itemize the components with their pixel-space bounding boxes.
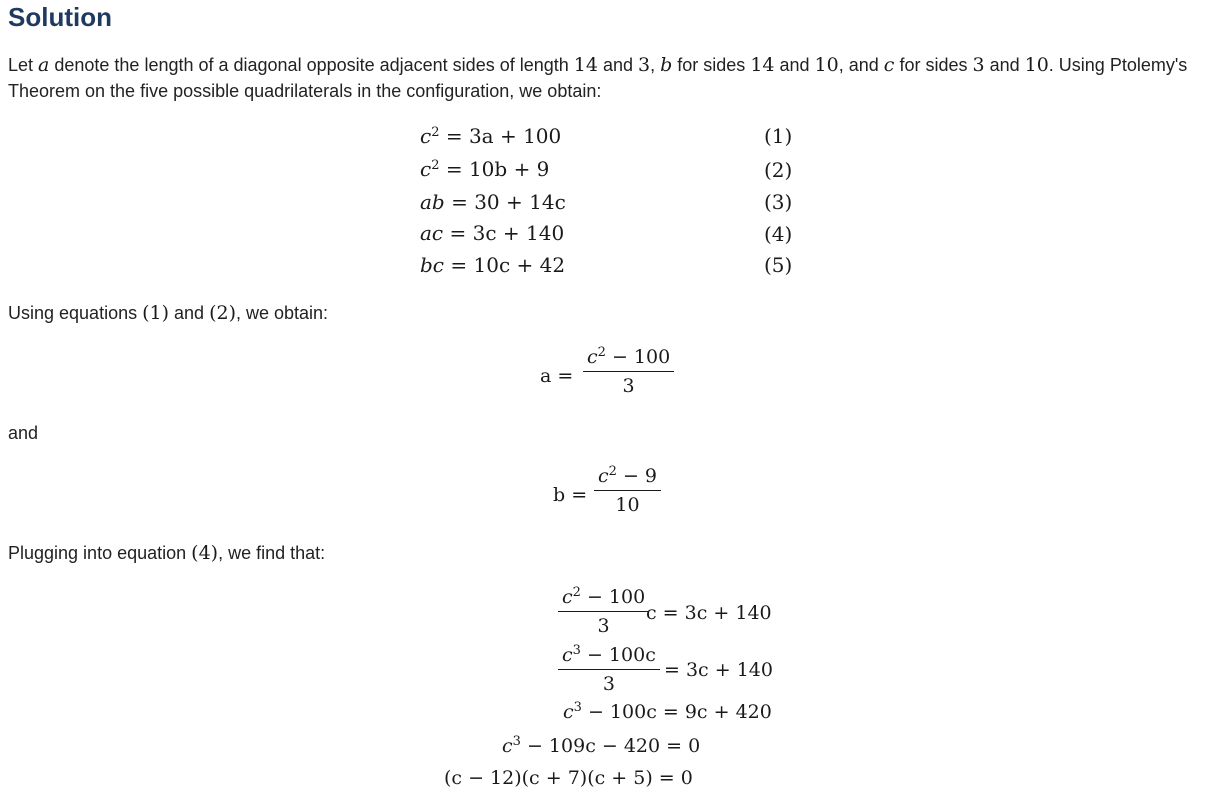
system-row-1: $c^2 = 3a + 100$ <box>420 124 562 148</box>
intro-line-1 <box>8 52 1187 78</box>
equation-tag: (4) <box>764 222 793 246</box>
intro-text: denote the length of a diagonal opposite adjacent sides of length <box>49 55 574 75</box>
var-a: a <box>38 54 50 76</box>
number: 10 <box>1024 54 1049 76</box>
number: 3 <box>972 54 985 76</box>
derivation-3: $c^3 - 100c = 9c + 420$ <box>563 699 772 723</box>
derivation-4: $c^3 - 109c - 420 = 0$ <box>502 733 701 757</box>
equation-tag: (1) <box>764 124 793 148</box>
intro-line-2: Theorem on the five possible quadrilaterals in the configuration, we obtain: <box>8 81 602 101</box>
derivation-5: (c − 12)(c + 7)(c + 5) = 0 <box>444 767 693 789</box>
plugging-line: Plugging into equation (4), we find that: <box>8 542 326 564</box>
intro-text: , <box>650 55 661 75</box>
and-word: and <box>8 423 39 443</box>
derivation-1-rhs: c = 3c + 140 <box>646 602 772 624</box>
eq-b-fraction: $\frac{c^2 - 9}{10}$ <box>594 465 661 516</box>
intro-text: , and <box>838 55 884 75</box>
intro-text: for sides <box>672 55 751 75</box>
number: 14 <box>573 54 598 76</box>
eq-b-lhs: b = <box>553 484 588 506</box>
system-row-2: $c^2 = 10b + 9$ <box>420 157 550 181</box>
equation-tag: (2) <box>764 158 793 182</box>
using-line: Using equations (1) and (2), we obtain: <box>8 302 329 324</box>
intro-text: and <box>984 55 1025 75</box>
system-row-4: ac = 3c + 140 <box>420 221 565 245</box>
intro-text: Let <box>8 55 39 75</box>
system-row-5: bc = 10c + 42 <box>420 253 566 277</box>
var-c: c <box>883 54 895 76</box>
system-row-3: ab = 30 + 14c <box>420 190 566 214</box>
number: 14 <box>750 54 775 76</box>
number: 10 <box>814 54 839 76</box>
equation-tag: (5) <box>764 253 793 277</box>
eq-a-fraction: $\frac{c^2 - 100}{3}$ <box>583 346 674 397</box>
number: 3 <box>638 54 651 76</box>
intro-text: . Using Ptolemy's <box>1048 55 1188 75</box>
intro-text: and <box>597 55 638 75</box>
var-b: b <box>660 54 673 76</box>
solution-heading: Solution <box>8 2 112 32</box>
derivation-1-fraction: $\frac{c^2 - 100}{3}$ <box>558 586 649 637</box>
equation-tag: (3) <box>764 190 793 214</box>
intro-text: for sides <box>894 55 973 75</box>
derivation-2-fraction: $\frac{c^3 - 100c}{3}$ <box>558 644 660 695</box>
derivation-2-rhs: = 3c + 140 <box>664 659 773 681</box>
eq-a-lhs: a = <box>540 365 574 387</box>
intro-text: and <box>774 55 815 75</box>
